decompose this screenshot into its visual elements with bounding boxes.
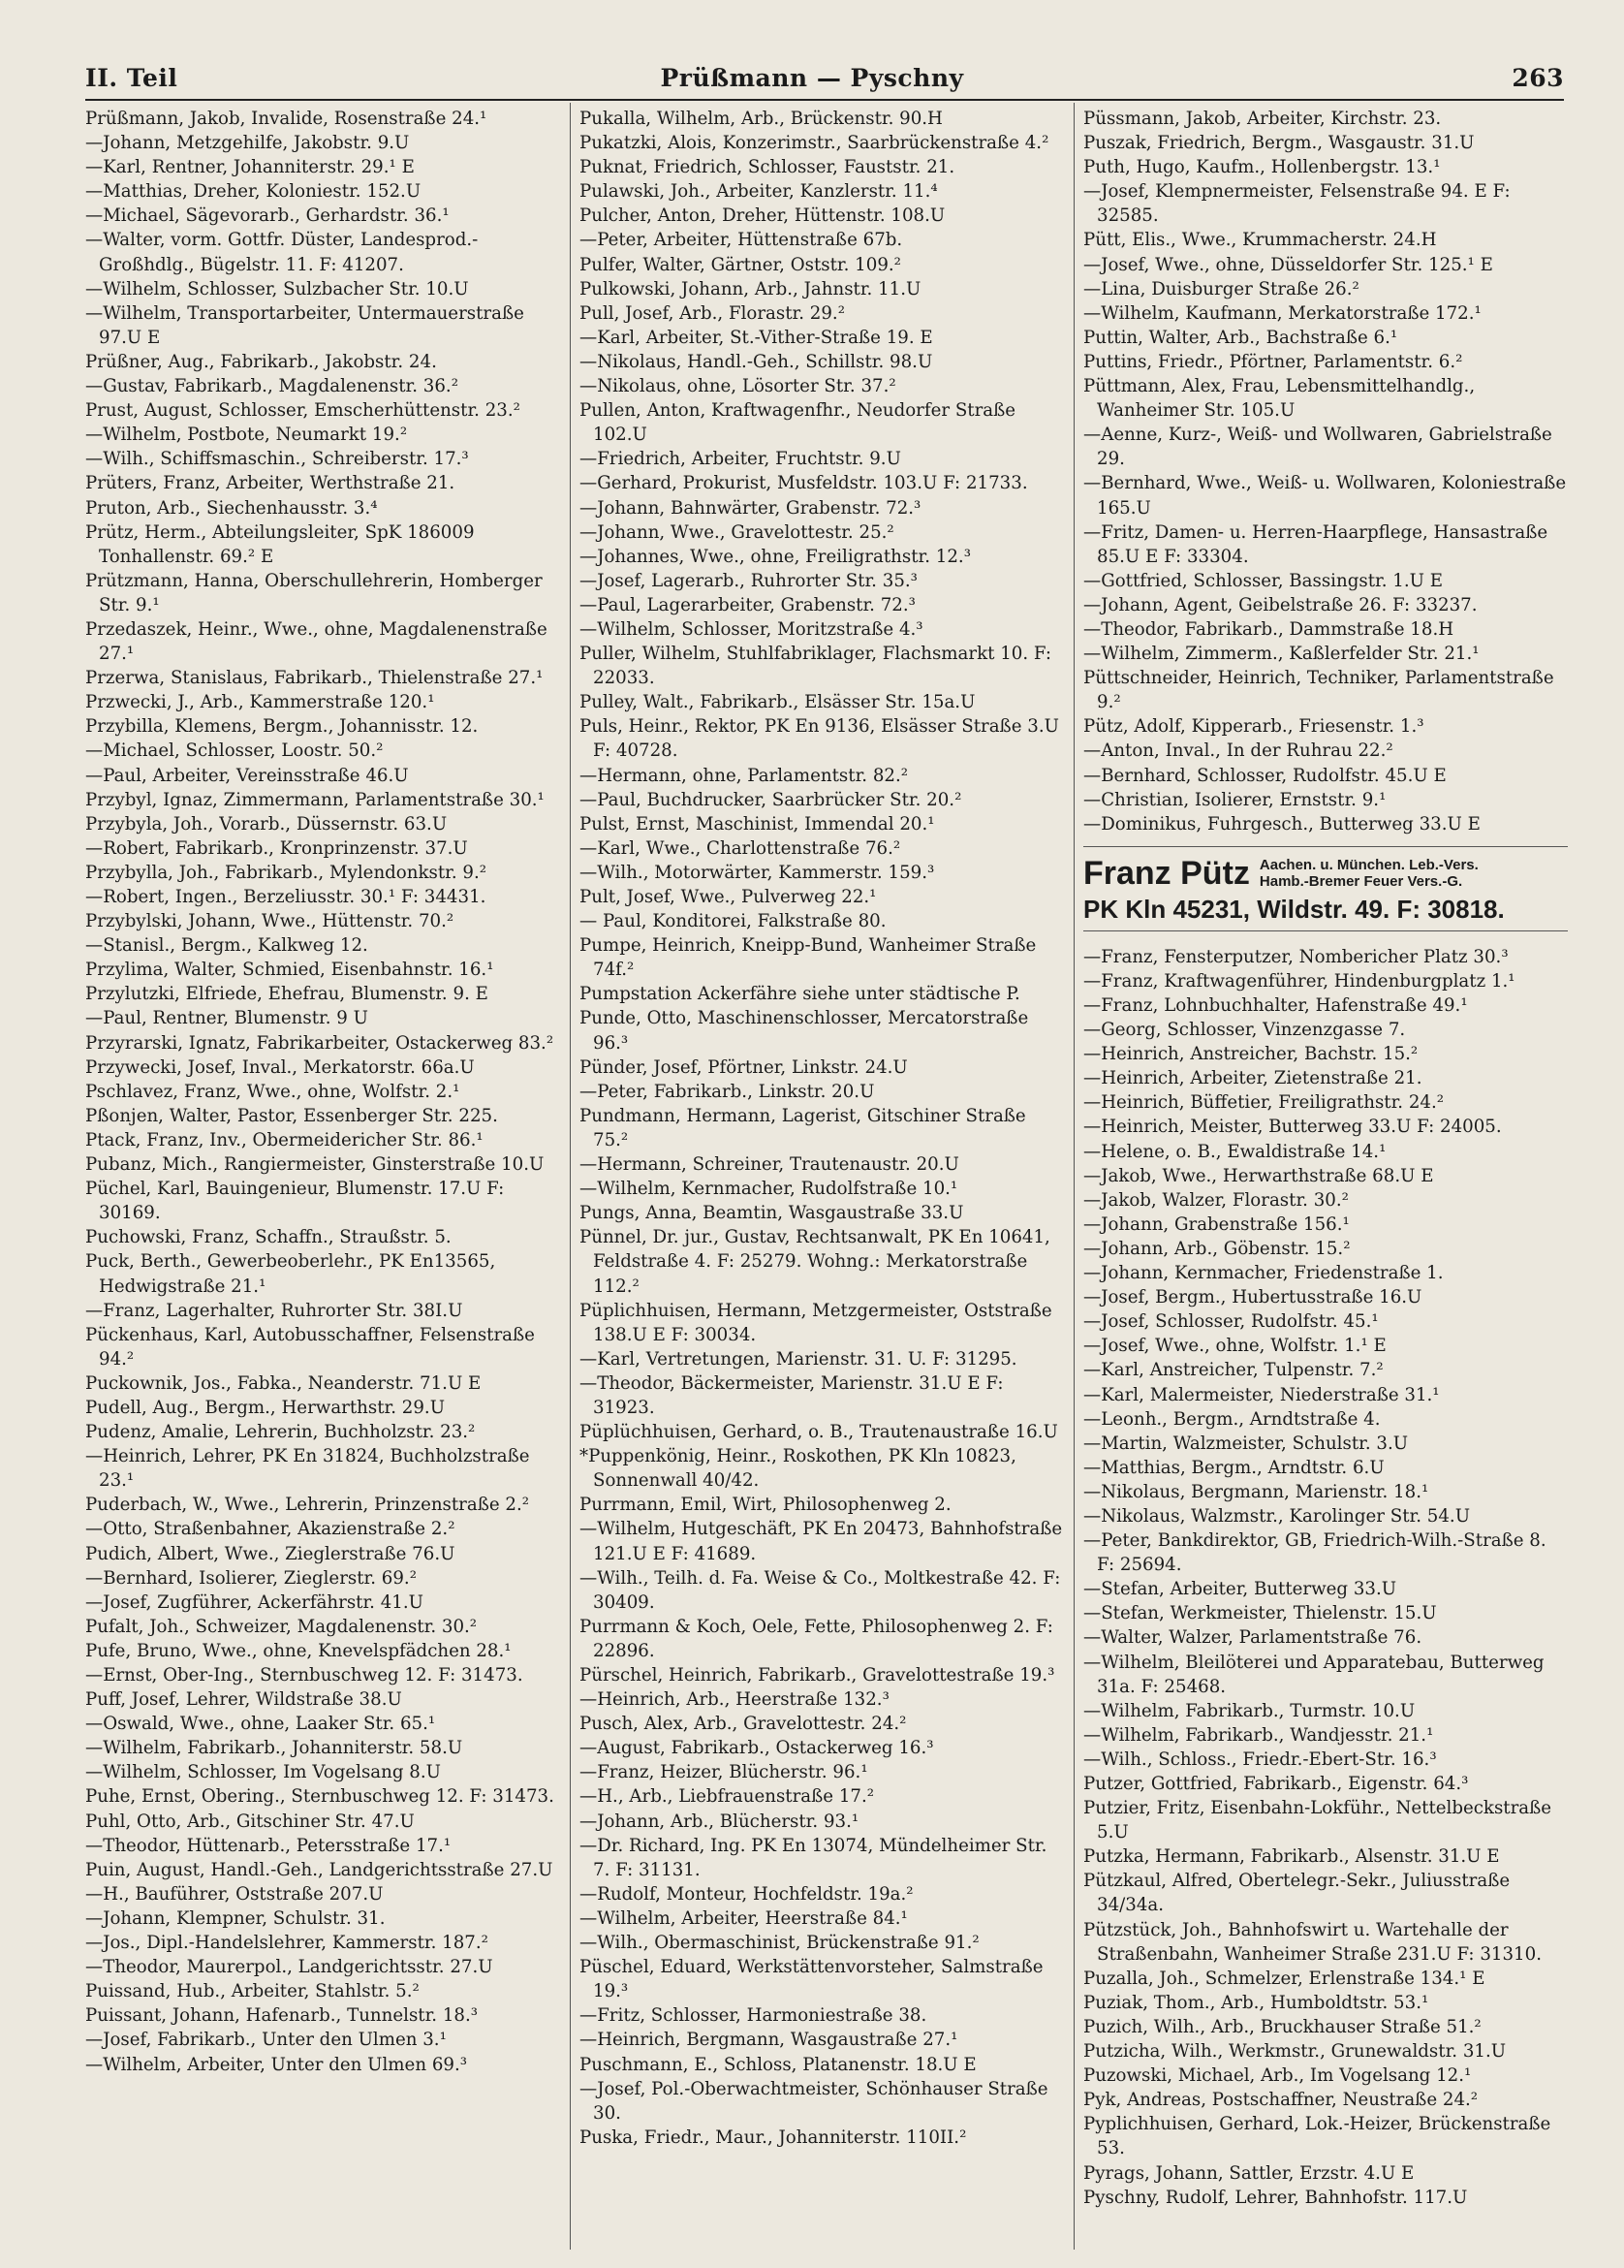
directory-entry: Pumpe, Heinrich, Kneipp-Bund, Wanheimer Straße 74f.² <box>579 935 1037 981</box>
directory-entry: —Wilh., Motorwärter, Kammerstr. 159.³ <box>579 862 935 883</box>
directory-entry: Puziak, Thom., Arb., Humboldtstr. 53.¹ <box>1083 1992 1429 2013</box>
directory-entry: Puller, Wilhelm, Stuhlfabriklager, Flachsmarkt 10. F: 22033. <box>579 644 1052 689</box>
directory-entry: Pubanz, Mich., Rangiermeister, Ginsterstraße 10.U <box>85 1154 545 1176</box>
directory-entry: —H., Arb., Liebfrauenstraße 17.² <box>579 1786 875 1808</box>
directory-entry: Puckownik, Jos., Fabka., Neanderstr. 71.U E <box>85 1372 482 1394</box>
directory-entry: —Aenne, Kurz-, Weiß- und Wollwaren, Gabrielstraße 29. <box>1083 425 1552 470</box>
column-3 <box>1083 107 1568 2253</box>
directory-entry: —Wilh., Obermaschinist, Brückenstraße 91.² <box>579 1933 980 1954</box>
directory-entry: —Wilhelm, Bleilöterei und Apparatebau, Butterweg 31a. F: 25468. <box>1083 1652 1545 1697</box>
directory-entry: —Michael, Schlosser, Loostr. 50.² <box>85 740 384 762</box>
directory-entry: —Jakob, Walzer, Florastr. 30.² <box>1083 1189 1349 1211</box>
directory-entry: —Franz, Kraftwagenführer, Hindenburgplatz 1.¹ <box>1083 970 1515 992</box>
directory-entry: Püssmann, Jakob, Arbeiter, Kirchstr. 23. <box>1083 109 1442 129</box>
directory-entry: Pückenhaus, Karl, Autobusschaffner, Felsenstraße 94.² <box>85 1324 535 1370</box>
directory-entry: Przyrarski, Ignatz, Fabrikarbeiter, Ostackerweg 83.² <box>85 1032 554 1054</box>
directory-entry: Prütz, Herm., Abteilungsleiter, SpK 186009 Tonhallenstr. 69.² E <box>85 521 475 567</box>
directory-entry: Pyschny, Rudolf, Lehrer, Bahnhofstr. 117.U <box>1083 2187 1468 2208</box>
directory-entry: Pürschel, Heinrich, Fabrikarb., Gravelottestraße 19.³ <box>579 1665 1055 1685</box>
directory-entry: Pyrags, Johann, Sattler, Erzstr. 4.U E <box>1083 2162 1415 2184</box>
directory-entry: —Nikolaus, Handl.-Geh., Schillstr. 98.U <box>579 351 933 372</box>
directory-entry: —Hermann, Schreiner, Trautenaustr. 20.U <box>579 1154 959 1176</box>
directory-entry: —Wilhelm, Fabrikarb., Wandjesstr. 21.¹ <box>1083 1724 1434 1746</box>
directory-entry: Püttschneider, Heinrich, Techniker, Parlamentstraße 9.² <box>1083 668 1554 713</box>
directory-entry: Pützkaul, Alfred, Obertelegr.-Sekr., Juliusstraße 34/34a. <box>1083 1871 1511 1916</box>
directory-entry: Puschmann, E., Schloss, Platanenstr. 18.U E <box>579 2054 977 2075</box>
directory-entry: Przybyla, Joh., Vorarb., Düssernstr. 63.U <box>85 813 448 835</box>
directory-entry: Pulley, Walt., Fabrikarb., Elsässer Str. 15a.U <box>579 692 976 713</box>
directory-entry: —Wilhelm, Schlosser, Sulzbacher Str. 10.U <box>85 278 469 299</box>
directory-entry: —Heinrich, Arbeiter, Zietenstraße 21. <box>1083 1068 1422 1089</box>
directory-entry: —Paul, Arbeiter, Vereinsstraße 46.U <box>85 765 409 786</box>
directory-entry: Pützstück, Joh., Bahnhofswirt u. Wartehalle der Straßenbahn, Wanheimer Straße 231.U F: 31310. <box>1083 1919 1542 1965</box>
directory-entry: Putzicha, Wilh., Werkmstr., Grunewaldstr. 31.U <box>1083 2041 1507 2063</box>
directory-entry: —Johann, Metzgehilfe, Jakobstr. 9.U <box>85 133 410 154</box>
directory-entry: Pütz, Adolf, Kipperarb., Friesenstr. 1.³ <box>1083 716 1424 738</box>
directory-entry: —Johann, Arb., Blücherstr. 93.¹ <box>579 1811 859 1832</box>
directory-entry: —Theodor, Maurerpol., Landgerichtsstr. 27.U <box>85 1957 493 1978</box>
directory-entry: Pulcher, Anton, Dreher, Hüttenstr. 108.U <box>579 205 946 227</box>
directory-entry: Puissant, Johann, Hafenarb., Tunnelstr. 18.³ <box>85 2005 479 2027</box>
directory-entry: Pull, Josef, Arb., Florastr. 29.² <box>579 302 845 324</box>
directory-entry: Pruton, Arb., Siechenhausstr. 3.⁴ <box>85 497 378 519</box>
directory-entry: —Ernst, Ober-Ing., Sternbuschweg 12. F: 31473. <box>85 1665 523 1685</box>
directory-entry: — Paul, Konditorei, Falkstraße 80. <box>579 911 887 932</box>
directory-entry: Pudell, Aug., Bergm., Herwarthstr. 29.U <box>85 1397 446 1418</box>
directory-entry: —Johann, Arb., Göbenstr. 15.² <box>1083 1238 1351 1259</box>
directory-entry: Püplichhuisen, Hermann, Metzgermeister, Oststraße 138.U E F: 30034. <box>579 1300 1052 1345</box>
ad-name: Franz Pütz <box>1083 854 1250 892</box>
directory-entry: —Leonh., Bergm., Arndtstraße 4. <box>1083 1408 1381 1430</box>
part-label: II. Teil <box>85 64 178 92</box>
directory-entry: Przylima, Walter, Schmied, Eisenbahnstr. 16.¹ <box>85 960 494 981</box>
directory-entry: —Karl, Vertretungen, Marienstr. 31. U. F: 31295. <box>579 1348 1017 1370</box>
page-title: Prüßmann — Pyschny <box>660 64 964 92</box>
directory-entry: —Josef, Wwe., ohne, Wolfstr. 1.¹ E <box>1083 1336 1387 1357</box>
ad-line-1: Aachen. u. München. Leb.-Vers. <box>1259 857 1479 874</box>
directory-entry: —Paul, Rentner, Blumenstr. 9 U <box>85 1008 368 1029</box>
directory-entry: Pütt, Elis., Wwe., Krummacherstr. 24.H <box>1083 230 1437 251</box>
directory-entry: Punde, Otto, Maschinenschlosser, Mercatorstraße 96.³ <box>579 1008 1029 1054</box>
column-2 <box>579 107 1064 2253</box>
directory-entry: —Walter, vorm. Gottfr. Düster, Landesprod.-Großhdlg., Bügelstr. 11. F: 41207. <box>85 230 479 275</box>
directory-entry: —Wilhelm, Postbote, Neumarkt 19.² <box>85 425 408 446</box>
directory-entry: —Johann, Agent, Geibelstraße 26. F: 33237. <box>1083 594 1478 615</box>
directory-entry: —Wilhelm, Schlosser, Moritzstraße 4.³ <box>579 618 923 640</box>
directory-entry: Pünnel, Dr. jur., Gustav, Rechtsanwalt, PK En 10641, Feldstraße 4. F: 25279. Wohng.: Merkatorstraße 112.² <box>579 1227 1050 1297</box>
directory-entry: —Josef, Fabrikarb., Unter den Ulmen 3.¹ <box>85 2030 447 2051</box>
directory-entry: —Johannes, Wwe., ohne, Freiligrathstr. 12.³ <box>579 546 971 567</box>
directory-entry: —Wilhelm, Fabrikarb., Turmstr. 10.U <box>1083 1700 1416 1721</box>
directory-entry: Puff, Josef, Lehrer, Wildstraße 38.U <box>85 1689 402 1711</box>
directory-entry: Pundmann, Hermann, Lagerist, Gitschiner Straße 75.² <box>579 1105 1026 1150</box>
directory-entry: —Dr. Richard, Ing. PK En 13074, Mündelheimer Str. 7. F: 31131. <box>579 1835 1047 1880</box>
directory-entry: —Franz, Heizer, Blücherstr. 96.¹ <box>579 1762 868 1783</box>
directory-entry: Pullen, Anton, Kraftwagenfhr., Neudorfer Straße 102.U <box>579 400 1016 446</box>
directory-entry: Przybylski, Johann, Wwe., Hüttenstr. 70.² <box>85 911 454 932</box>
directory-entry: —Christian, Isolierer, Ernststr. 9.¹ <box>1083 789 1387 810</box>
directory-entry: —Wilhelm, Schlosser, Im Vogelsang 8.U <box>85 1762 441 1783</box>
directory-entry: —Bernhard, Wwe., Weiß- u. Wollwaren, Koloniestraße 165.U <box>1083 473 1567 519</box>
directory-entry: —Jakob, Wwe., Herwarthstraße 68.U E <box>1083 1165 1434 1186</box>
directory-entry: Pudich, Albert, Wwe., Zieglerstraße 76.U <box>85 1543 455 1564</box>
directory-entry: —Wilh., Teilh. d. Fa. Weise & Co., Moltkestraße 42. F: 30409. <box>579 1567 1061 1613</box>
directory-entry: Puska, Friedr., Maur., Johanniterstr. 110II.² <box>579 2126 967 2148</box>
directory-entry: Pufalt, Joh., Schweizer, Magdalenenstr. 30.² <box>85 1616 478 1637</box>
directory-entry: —Rudolf, Monteur, Hochfeldstr. 19a.² <box>579 1883 914 1905</box>
ad-header <box>1083 855 1568 893</box>
directory-entry: Püplüchhuisen, Gerhard, o. B., Trautenaustraße 16.U <box>579 1422 1058 1443</box>
directory-entry: —Heinrich, Anstreicher, Bachstr. 15.² <box>1083 1044 1419 1065</box>
directory-entry: Putzier, Fritz, Eisenbahn-Lokführ., Nettelbeckstraße 5.U <box>1083 1798 1552 1843</box>
directory-entry: Prüßmann, Jakob, Invalide, Rosenstraße 24.¹ <box>85 109 487 129</box>
directory-entry: —Hermann, ohne, Parlamentstr. 82.² <box>579 765 909 786</box>
directory-entry: Pßonjen, Walter, Pastor, Essenberger Str. 225. <box>85 1105 498 1126</box>
directory-entry: —Matthias, Bergm., Arndtstr. 6.U <box>1083 1457 1385 1478</box>
directory-entry: Puttins, Friedr., Pförtner, Parlamentstr. 6.² <box>1083 351 1463 372</box>
directory-entry: Puttin, Walter, Arb., Bachstraße 6.¹ <box>1083 327 1398 348</box>
directory-entry: Puzowski, Michael, Arb., Im Vogelsang 12.¹ <box>1083 2065 1472 2087</box>
directory-entry: —Peter, Bankdirektor, GB, Friedrich-Wilh.-Straße 8. F: 25694. <box>1083 1530 1546 1576</box>
directory-entry: —Dominikus, Fuhrgesch., Butterweg 33.U E <box>1083 813 1481 835</box>
directory-entry: —Nikolaus, Bergmann, Marienstr. 18.¹ <box>1083 1481 1429 1502</box>
directory-entry: —Peter, Fabrikarb., Linkstr. 20.U <box>579 1081 875 1102</box>
directory-entry: Puhe, Ernst, Obering., Sternbuschweg 12. F: 31473. <box>85 1786 554 1808</box>
directory-entry: —Karl, Arbeiter, St.-Vither-Straße 19. E <box>579 327 933 348</box>
directory-entry: Puissand, Hub., Arbeiter, Stahlstr. 5.² <box>85 1981 420 2002</box>
directory-entry: —Heinrich, Lehrer, PK En 31824, Buchholzstraße 23.¹ <box>85 1446 530 1492</box>
directory-entry: —Franz, Fensterputzer, Nombericher Platz 30.³ <box>1083 946 1509 967</box>
directory-entry: Przwecki, J., Arb., Kammerstraße 120.¹ <box>85 692 435 713</box>
advertisement <box>1083 846 1568 931</box>
directory-entry: —Anton, Inval., In der Ruhrau 22.² <box>1083 740 1393 762</box>
directory-entry: —Bernhard, Schlosser, Rudolfstr. 45.U E <box>1083 765 1447 786</box>
directory-entry: —Gerhard, Prokurist, Musfeldstr. 103.U F: 21733. <box>579 473 1028 494</box>
directory-entry: —Fritz, Damen- u. Herren-Haarpflege, Hansastraße 85.U E F: 33304. <box>1083 521 1548 567</box>
directory-entry: Puderbach, W., Wwe., Lehrerin, Prinzenstraße 2.² <box>85 1495 530 1516</box>
directory-entry: —Nikolaus, Walzmstr., Karolinger Str. 54.U <box>1083 1505 1471 1527</box>
directory-entry: Püttmann, Alex, Frau, Lebensmittelhandlg., Wanheimer Str. 105.U <box>1083 376 1476 422</box>
directory-entry: —Walter, Walzer, Parlamentstraße 76. <box>1083 1627 1422 1649</box>
directory-entry: —Josef, Wwe., ohne, Düsseldorfer Str. 125.¹ E <box>1083 254 1493 275</box>
directory-entry: Puszak, Friedrich, Bergm., Wasgaustr. 31.U <box>1083 133 1475 154</box>
directory-entry: —H., Bauführer, Oststraße 207.U <box>85 1883 384 1905</box>
directory-entry: —Otto, Straßenbahner, Akazienstraße 2.² <box>85 1519 455 1540</box>
directory-entry: —Wilhelm, Hutgeschäft, PK En 20473, Bahnhofstraße 121.U E F: 41689. <box>579 1519 1063 1564</box>
directory-entry: —Karl, Wwe., Charlottenstraße 76.² <box>579 837 901 859</box>
directory-entry: —Josef, Lagerarb., Ruhrorter Str. 35.³ <box>579 570 918 591</box>
directory-entry: Pulfer, Walter, Gärtner, Oststr. 109.² <box>579 254 901 275</box>
directory-entry: Pukalla, Wilhelm, Arb., Brückenstr. 90.H <box>579 109 943 129</box>
directory-entry: —Oswald, Wwe., ohne, Laaker Str. 65.¹ <box>85 1714 436 1735</box>
directory-entry: —Robert, Ingen., Berzeliusstr. 30.¹ F: 34431. <box>85 887 486 907</box>
directory-entry: —Bernhard, Isolierer, Zieglerstr. 69.² <box>85 1567 418 1589</box>
directory-entry: —Georg, Schlosser, Vinzenzgasse 7. <box>1083 1020 1406 1041</box>
column-1 <box>85 107 560 2253</box>
directory-entry: —Johann, Bahnwärter, Grabenstr. 72.³ <box>579 497 921 519</box>
directory-entry: —Karl, Malermeister, Niederstraße 31.¹ <box>1083 1384 1440 1405</box>
directory-entry: Pünder, Josef, Pförtner, Linkstr. 24.U <box>579 1056 908 1078</box>
directory-entry: —Franz, Lagerhalter, Ruhrorter Str. 38I.U <box>85 1300 463 1321</box>
directory-entry: Purrmann & Koch, Oele, Fette, Philosophenweg 2. F: 22896. <box>579 1616 1053 1661</box>
directory-entry: Puth, Hugo, Kaufm., Hollenbergstr. 13.¹ <box>1083 157 1441 178</box>
directory-entry: Pudenz, Amalie, Lehrerin, Buchholzstr. 23.² <box>85 1422 476 1443</box>
directory-entry: Przybyl, Ignaz, Zimmermann, Parlamentstraße 30.¹ <box>85 789 545 810</box>
directory-entry: —Theodor, Bäckermeister, Marienstr. 31.U E F: 31923. <box>579 1372 1004 1418</box>
directory-entry: —Paul, Lagerarbeiter, Grabenstr. 72.³ <box>579 594 916 615</box>
directory-entry: —Wilhelm, Kaufmann, Merkatorstraße 172.¹ <box>1083 302 1482 324</box>
directory-entry: —Heinrich, Meister, Butterweg 33.U F: 24005. <box>1083 1117 1502 1138</box>
directory-entry: Pult, Josef, Wwe., Pulverweg 22.¹ <box>579 887 877 907</box>
directory-entry: —Michael, Sägevorarb., Gerhardstr. 36.¹ <box>85 205 450 227</box>
directory-entry: —Josef, Bergm., Hubertusstraße 16.U <box>1083 1287 1422 1308</box>
directory-entry: —August, Fabrikarb., Ostackerweg 16.³ <box>579 1738 934 1759</box>
directory-entry: Prüters, Franz, Arbeiter, Werthstraße 21. <box>85 473 455 494</box>
directory-entry: —Theodor, Fabrikarb., Dammstraße 18.H <box>1083 618 1454 640</box>
directory-entry: —Fritz, Schlosser, Harmoniestraße 38. <box>579 2005 927 2027</box>
directory-entry: —Wilh., Schloss., Friedr.-Ebert-Str. 16.³ <box>1083 1748 1437 1770</box>
directory-entry: Puchowski, Franz, Schaffn., Straußstr. 5. <box>85 1227 452 1248</box>
ad-insurance <box>1260 857 1479 890</box>
directory-entry: Püschel, Eduard, Werkstättenvorsteher, Salmstraße 19.³ <box>579 1957 1044 2002</box>
directory-entry: Putzer, Gottfried, Fabrikarb., Eigenstr. 64.³ <box>1083 1774 1469 1794</box>
directory-entry: —Wilh., Schiffsmaschin., Schreiberstr. 17.³ <box>85 449 469 470</box>
directory-entry: Przedaszek, Heinr., Wwe., ohne, Magdalenenstraße 27.¹ <box>85 618 547 665</box>
directory-entry: —Friedrich, Arbeiter, Fruchtstr. 9.U <box>579 449 901 470</box>
directory-entry: Prust, August, Schlosser, Emscherhüttenstr. 23.² <box>85 400 520 422</box>
directory-entry: Prüßner, Aug., Fabrikarb., Jakobstr. 24. <box>85 351 437 372</box>
directory-entry: Purrmann, Emil, Wirt, Philosophenweg 2. <box>579 1495 952 1516</box>
directory-entry: Przybylla, Joh., Fabrikarb., Mylendonkstr. 9.² <box>85 862 487 883</box>
directory-entry: —Wilhelm, Zimmerm., Kaßlerfelder Str. 21.¹ <box>1083 644 1480 665</box>
directory-entry: —Heinrich, Bergmann, Wasgaustraße 27.¹ <box>579 2030 958 2051</box>
directory-entry: Pyk, Andreas, Postschaffner, Neustraße 24.² <box>1083 2090 1479 2111</box>
directory-entry: Pulawski, Joh., Arbeiter, Kanzlerstr. 11.⁴ <box>579 181 938 203</box>
directory-entry: Puhl, Otto, Arb., Gitschiner Str. 47.U <box>85 1811 415 1832</box>
directory-entry: Pyplichhuisen, Gerhard, Lok.-Heizer, Brückenstraße 53. <box>1083 2114 1551 2159</box>
directory-entry: Pukatzki, Alois, Konzerimstr., Saarbrückenstraße 4.² <box>579 133 1049 154</box>
header-rule <box>85 99 1564 101</box>
directory-entry: —Jos., Dipl.-Handelslehrer, Kammerstr. 187.² <box>85 1933 488 1954</box>
directory-entry: —Heinrich, Arb., Heerstraße 132.³ <box>579 1689 890 1711</box>
column-3-lower <box>1083 945 1568 2210</box>
directory-entry: —Paul, Buchdrucker, Saarbrücker Str. 20.² <box>579 789 962 810</box>
directory-entry: —Wilhelm, Fabrikarb., Johanniterstr. 58.U <box>85 1738 463 1759</box>
directory-entry: —Stefan, Werkmeister, Thielenstr. 15.U <box>1083 1603 1437 1624</box>
directory-entry: Puzich, Wilh., Arb., Bruckhauser Straße 51.² <box>1083 2016 1482 2037</box>
directory-entry: Püchel, Karl, Bauingenieur, Blumenstr. 17.U F: 30169. <box>85 1179 505 1224</box>
directory-entry: —Josef, Zugführer, Ackerfährstr. 41.U <box>85 1591 423 1613</box>
directory-entry: Puck, Berth., Gewerbeoberlehr., PK En13565, Hedwigstraße 21.¹ <box>85 1251 496 1297</box>
directory-entry: Puls, Heinr., Rektor, PK En 9136, Elsässer Straße 3.U F: 40728. <box>579 716 1059 762</box>
column-divider <box>1074 103 1075 2250</box>
directory-entry: —Peter, Arbeiter, Hüttenstraße 67b. <box>579 230 903 251</box>
directory-entry: Pulst, Ernst, Maschinist, Immendal 20.¹ <box>579 813 935 835</box>
directory-entry: —Johann, Kernmacher, Friedenstraße 1. <box>1083 1263 1444 1284</box>
directory-entry: Puin, August, Handl.-Geh., Landgerichtsstraße 27.U <box>85 1859 553 1880</box>
directory-entry: Pschlavez, Franz, Wwe., ohne, Wolfstr. 2.¹ <box>85 1081 460 1102</box>
directory-entry: *Puppenkönig, Heinr., Roskothen, PK Kln 10823, Sonnenwall 40/42. <box>579 1446 1016 1492</box>
directory-entry: —Matthias, Dreher, Koloniestr. 152.U <box>85 181 422 203</box>
directory-entry: —Josef, Pol.-Oberwachtmeister, Schönhauser Straße 30. <box>579 2078 1048 2124</box>
directory-entry: Przywecki, Josef, Inval., Merkatorstr. 66a.U <box>85 1056 475 1078</box>
directory-entry: Przerwa, Stanislaus, Fabrikarb., Thielenstraße 27.¹ <box>85 668 544 689</box>
directory-entry: —Robert, Fabrikarb., Kronprinzenstr. 37.U <box>85 837 468 859</box>
directory-entry: —Karl, Rentner, Johanniterstr. 29.¹ E <box>85 157 415 178</box>
directory-entry: —Karl, Anstreicher, Tulpenstr. 7.² <box>1083 1360 1384 1381</box>
directory-entry: Puzalla, Joh., Schmelzer, Erlenstraße 134.¹ E <box>1083 1968 1485 1989</box>
ad-contact: PK Kln 45231, Wildstr. 49. F: 30818. <box>1083 894 1505 924</box>
directory-entry: Pulkowski, Johann, Arb., Jahnstr. 11.U <box>579 278 921 299</box>
directory-entry: —Franz, Lohnbuchhalter, Hafenstraße 49.¹ <box>1083 995 1468 1016</box>
directory-entry: Pufe, Bruno, Wwe., ohne, Knevelspfädchen 28.¹ <box>85 1640 512 1661</box>
directory-entry: Pungs, Anna, Beamtin, Wasgaustraße 33.U <box>579 1203 964 1224</box>
directory-entry: Puknat, Friedrich, Schlosser, Fauststr. 21. <box>579 157 955 178</box>
column-3-upper <box>1083 107 1568 836</box>
column-divider <box>570 103 571 2250</box>
directory-entry: —Johann, Grabenstraße 156.¹ <box>1083 1213 1350 1235</box>
directory-entry: —Stefan, Arbeiter, Butterweg 33.U <box>1083 1579 1397 1600</box>
directory-entry: —Nikolaus, ohne, Lösorter Str. 37.² <box>579 376 896 397</box>
directory-entry: Prützmann, Hanna, Oberschullehrerin, Homberger Str. 9.¹ <box>85 570 543 615</box>
directory-entry: —Gustav, Fabrikarb., Magdalenenstr. 36.² <box>85 376 458 397</box>
ad-line-2: Hamb.-Bremer Feuer Vers.-G. <box>1259 873 1463 891</box>
directory-entry: —Martin, Walzmeister, Schulstr. 3.U <box>1083 1433 1409 1454</box>
directory-entry: —Wilhelm, Transportarbeiter, Untermauerstraße 97.U E <box>85 302 524 348</box>
directory-entry: Pumpstation Ackerfähre siehe unter städtische P. <box>579 984 1020 1005</box>
directory-entry: —Helene, o. B., Ewaldistraße 14.¹ <box>1083 1141 1387 1162</box>
directory-entry: Pusch, Alex, Arb., Gravelottestr. 24.² <box>579 1714 907 1735</box>
directory-entry: —Theodor, Hüttenarb., Petersstraße 17.¹ <box>85 1835 452 1856</box>
directory-entry: Putzka, Hermann, Fabrikarb., Alsenstr. 31.U E <box>1083 1846 1500 1868</box>
directory-entry: Ptack, Franz, Inv., Obermeidericher Str. 86.¹ <box>85 1129 484 1150</box>
directory-entry: —Johann, Klempner, Schulstr. 31. <box>85 1907 386 1929</box>
directory-entry: —Josef, Klempnermeister, Felsenstraße 94. E F: 32585. <box>1083 181 1511 227</box>
directory-entry: —Heinrich, Büffetier, Freiligrathstr. 24.² <box>1083 1092 1445 1114</box>
directory-entry: —Lina, Duisburger Straße 26.² <box>1083 278 1359 299</box>
directory-entry: Przylutzki, Elfriede, Ehefrau, Blumenstr. 9. E <box>85 984 488 1005</box>
directory-entry: —Wilhelm, Arbeiter, Heerstraße 84.¹ <box>579 1907 908 1929</box>
page-number: 263 <box>1512 64 1564 92</box>
directory-entry: —Gottfried, Schlosser, Bassingstr. 1.U E <box>1083 570 1443 591</box>
directory-entry: —Josef, Schlosser, Rudolfstr. 45.¹ <box>1083 1311 1379 1333</box>
directory-entry: —Wilhelm, Kernmacher, Rudolfstraße 10.¹ <box>579 1179 958 1200</box>
directory-entry: —Stanisl., Bergm., Kalkweg 12. <box>85 935 368 957</box>
directory-entry: —Wilhelm, Arbeiter, Unter den Ulmen 69.³ <box>85 2054 468 2075</box>
directory-entry: —Johann, Wwe., Gravelottestr. 25.² <box>579 521 894 543</box>
directory-entry: Przybilla, Klemens, Bergm., Johannisstr. 12. <box>85 716 479 738</box>
